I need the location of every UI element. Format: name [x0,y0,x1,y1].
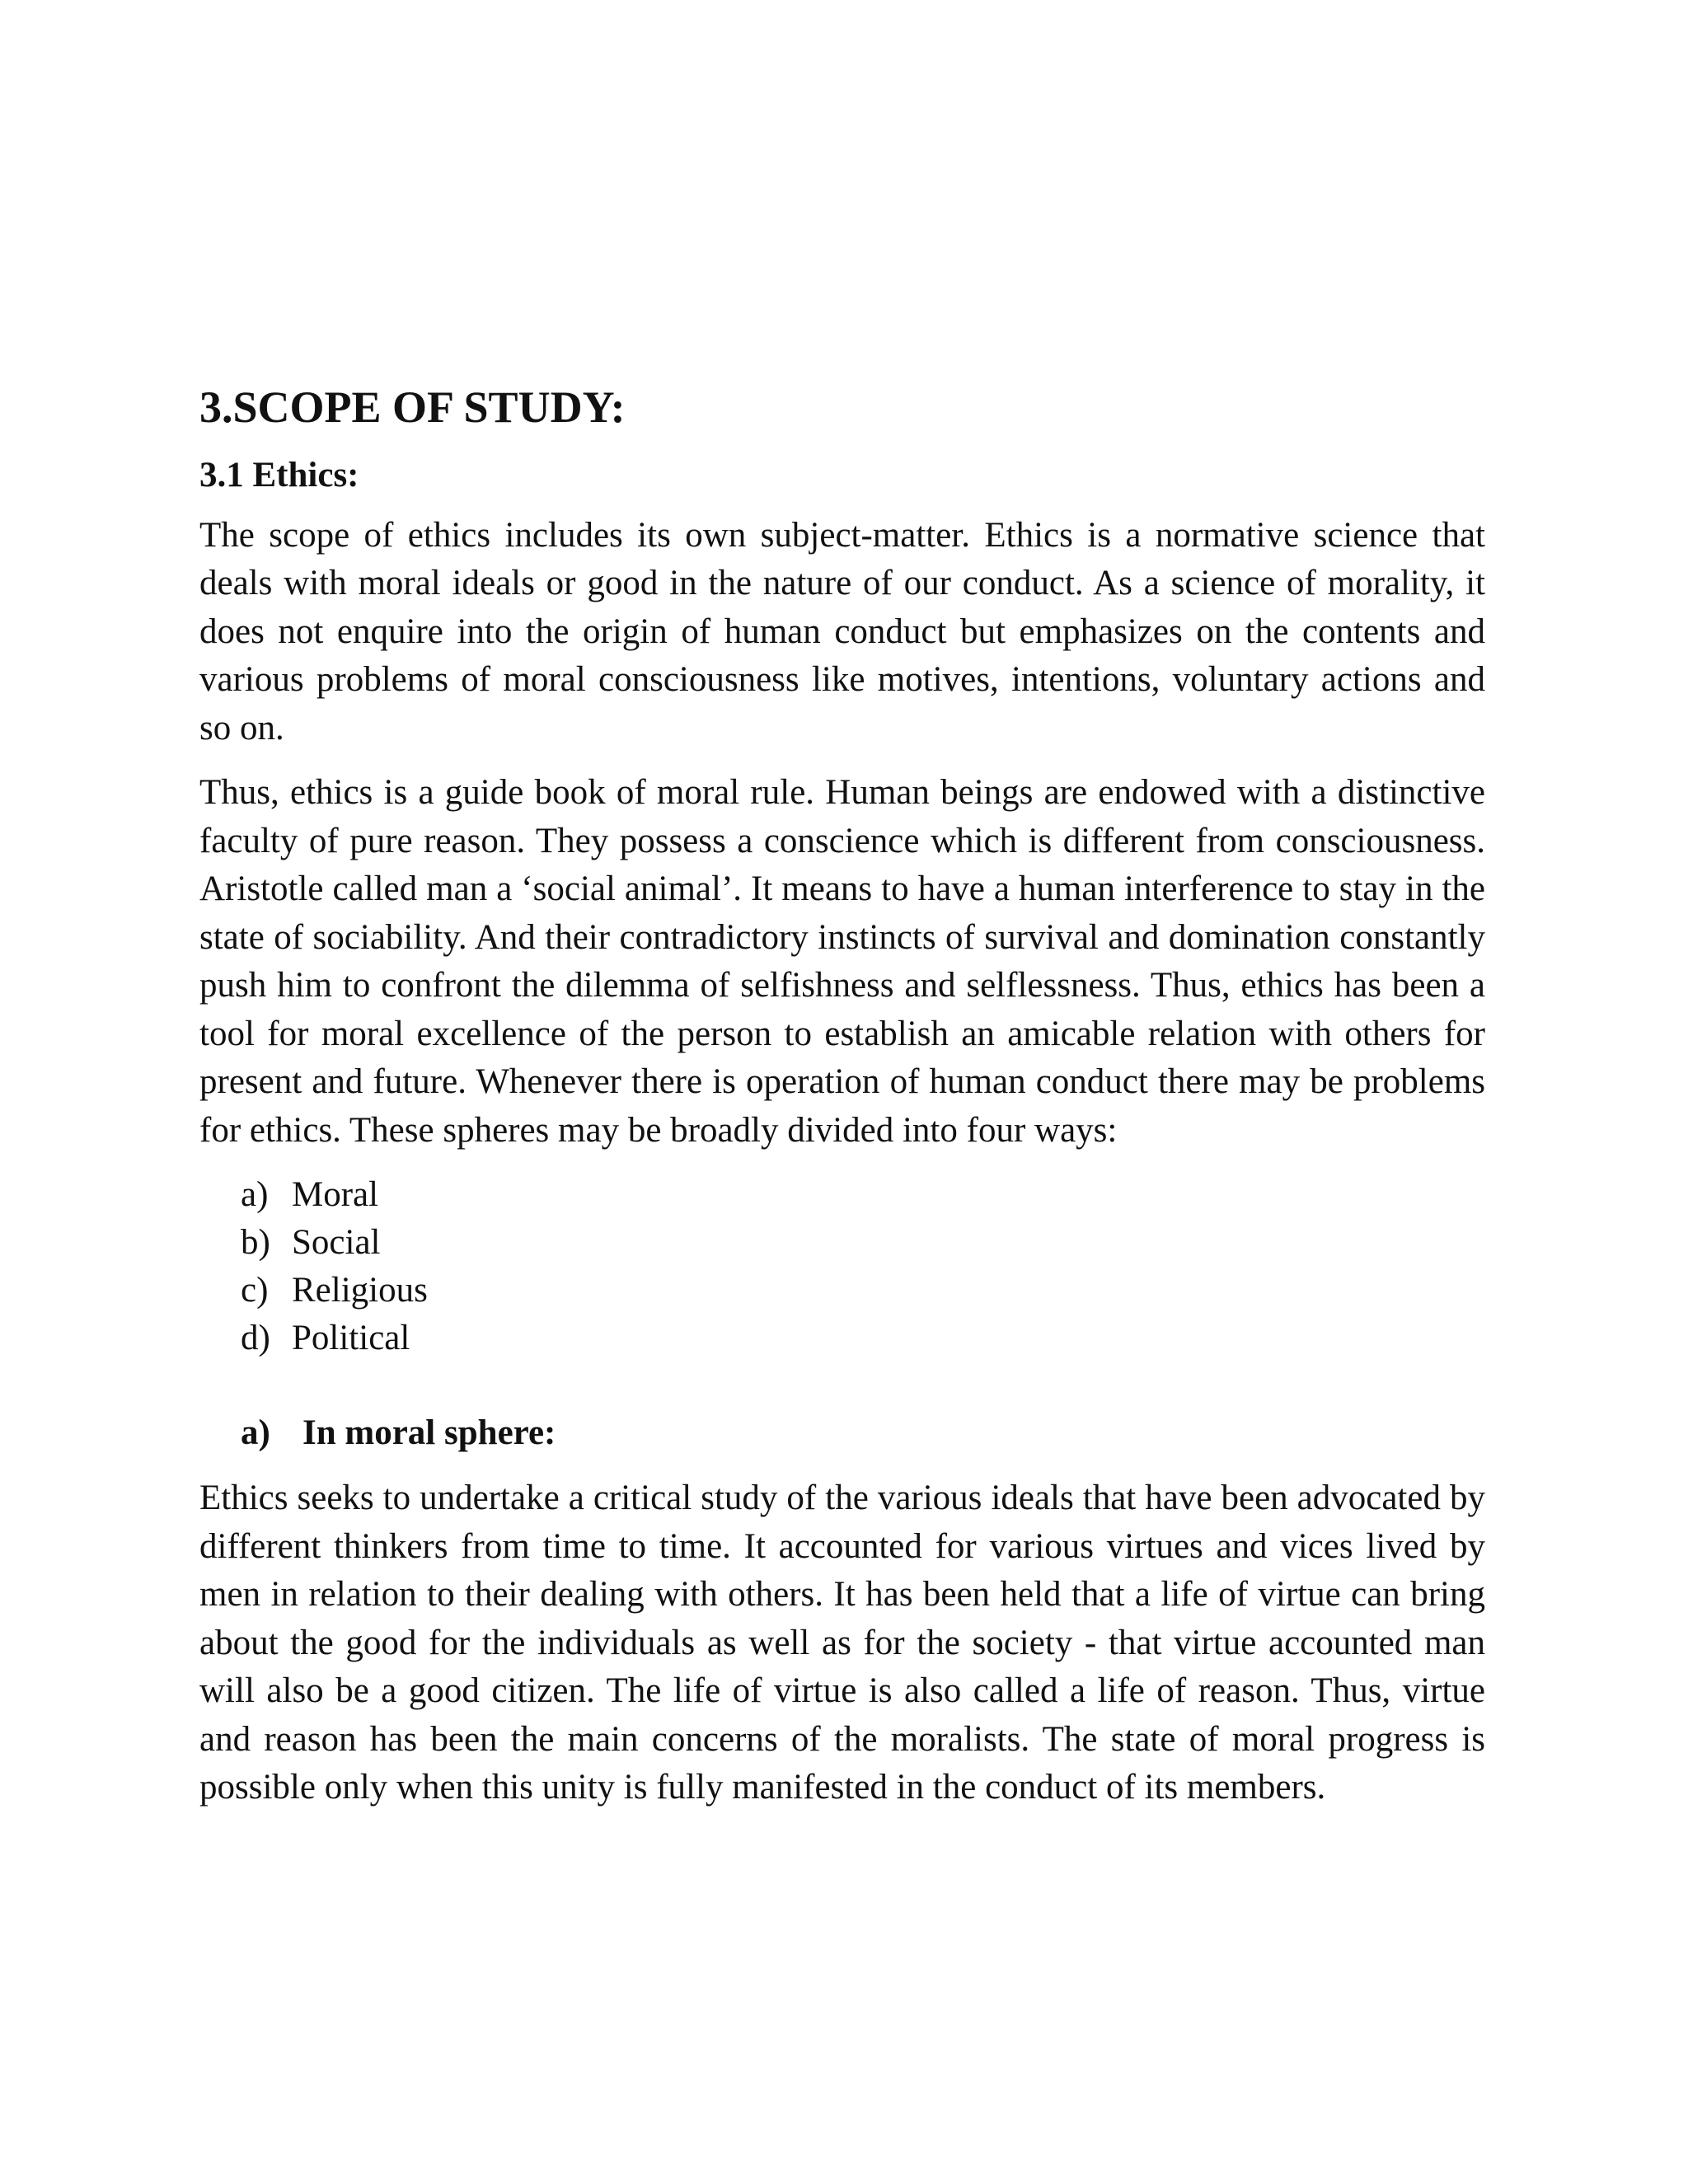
list-item-text: Political [292,1319,410,1358]
heading-marker: a) [241,1413,270,1453]
list-item-text: Moral [292,1175,379,1215]
paragraph-scope: The scope of ethics includes its own subject-matter. Ethics is a normative science that deals with moral ideals or good in the nature of our conduct. As a science of morality, it does not enquire into the origin of human conduct but emphasizes on the contents and various problems of moral consciousness like motives, intentions, voluntary actions and so on. [199,515,1485,748]
subsection-title: 3.1 Ethics: [199,455,359,494]
moral-sphere-heading [241,1410,1485,1456]
list-item [241,1219,1485,1267]
list-marker: a) [241,1175,269,1215]
list-item [241,1171,1485,1219]
list-item-text: Social [292,1223,381,1263]
list-marker: b) [241,1223,270,1263]
page-content [199,381,1485,1829]
paragraph-moral-sphere: Ethics seeks to undertake a critical study of the various ideals that have been advocated by different thinkers from time to time. It accounted for various virtues and vices lived by men in relation to their dealing with others. It has been held that a life of virtue can bring about the good for the individuals as well as for the society - that virtue accounted man will also be a good citizen. The life of virtue is also called a life of reason. Thus, virtue and reason has been the main concerns of the moralists. The state of moral progress is possible only when this unity is fully manifested in the conduct of its members. [199,1479,1485,1807]
section-title: 3.SCOPE OF STUDY: [199,382,626,432]
list-item [241,1315,1485,1362]
list-marker: d) [241,1319,270,1358]
list-item-text: Religious [292,1271,428,1310]
list-item [241,1267,1485,1315]
paragraph-guide-book: Thus, ethics is a guide book of moral rule. Human beings are endowed with a distinctive faculty of pure reason. They possess a conscience which is different from consciousness. Aristotle called man a ‘social animal’. It means to have a human interference to stay in the state of sociability. And their contradictory instincts of survival and domination constantly push him to confront the dilemma of selfishness and selflessness. Thus, ethics has been a tool for moral excellence of the person to establish an amicable relation with others for present and future. Whenever there is operation of human conduct there may be problems for ethics. These spheres may be broadly divided into four ways: [199,773,1485,1150]
list-marker: c) [241,1271,269,1310]
spheres-list [199,1171,1485,1362]
heading-text: In moral sphere: [302,1413,556,1453]
